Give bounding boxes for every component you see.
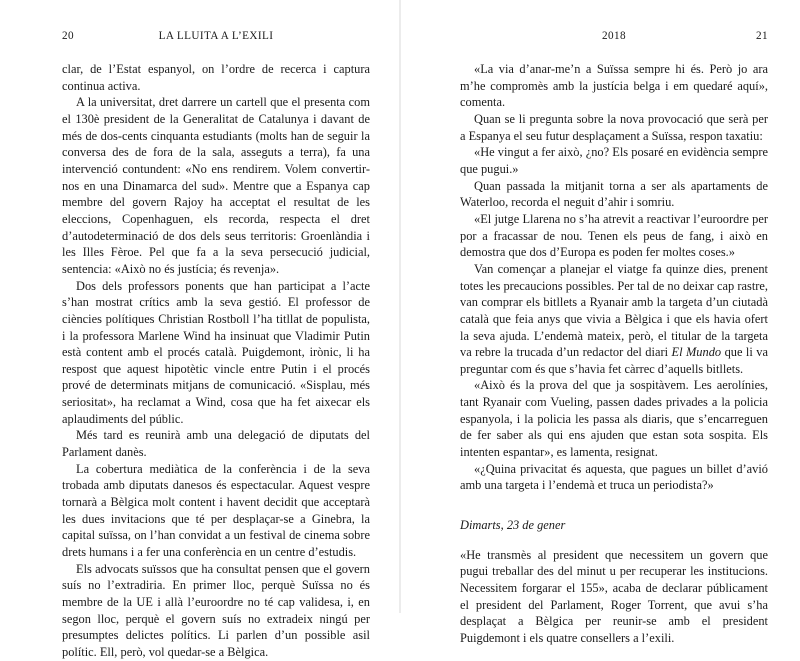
paragraph: La cobertura mediàtica de la conferència i de la seva trobada amb diputats danesos és espectacular. Aquest vespre tornarà a Bèlgica molt content i havent decidit que acceptarà les dues invitacions que té per desplaçar-se a Ginebra, la capital suïssa, on l’han convidat a un festival de cinema sobre drets humans i a fer una conferència en un centre d’estudis. xyxy=(62,461,370,560)
paragraph-with-italic xyxy=(460,261,768,378)
page-number-right: 21 xyxy=(756,30,768,42)
left-body-text xyxy=(62,61,370,661)
paragraph: Més tard es reunirà amb una delegació de diputats del Parlament danès. xyxy=(62,428,370,460)
dateline: Dimarts, 23 de gener xyxy=(460,518,566,533)
paragraph: clar, de l’Estat espanyol, on l’ordre de recerca i captura continua activa. xyxy=(62,62,370,93)
paragraph: A la universitat, dret darrere un cartell que el presenta com el 130è president de la Generalitat de Catalunya i davant de més de dos-cents cinquanta estudiants (molts han de seguir la conversa des de fora de la sala, asseguts a terra), fa una intervenció contundent: «No ens rendirem. Volem convertir-nos en una Dinamarca del sud». Mentre que a Espanya cap membre del govern Rajoy ha acceptat el resultat de les eleccions, Copenhaguen, els recorda, respecta el dret d’autodeterminació de dos dels seus territoris: Groenlàndia i les Illes Fèroe. Pel que fa a la seva persecució judicial, sentencia: «Això no és justícia; és revenja». xyxy=(62,95,370,276)
paragraph: Quan passada la mitjanit torna a ser als apartaments de Waterloo, recorda el neguit d’ahir i somriu. xyxy=(460,178,768,210)
paragraph: «He vingut a fer això, ¿no? Els posaré en evidència sempre que pugui.» xyxy=(460,145,768,176)
paragraph: Dos dels professors ponents que han participat a l’acte s’han mostrat crítics amb la seva gestió. El professor de ciències polítiques Christian Rostboll l’ha titllat de populista, i la professora Marlene Wind ha insinuat que Vladimir Putin està content amb el procés català. Puigdemont, irònic, li ha respost que aquest hipotètic vincle entre Putin i el procés prové de determinats mitjans de comunicació. «Sisplau, més seriositat», ha reclamat a Wind, cosa que ha fet aixecar els aplaudiments del públic. xyxy=(62,278,370,426)
running-head-right: 2018 xyxy=(602,30,626,42)
right-page xyxy=(400,0,800,645)
newspaper-title: El Mundo xyxy=(671,345,722,360)
paragraph: Quan se li pregunta sobre la nova provocació que serà per a Espanya el seu futur desplaçament a Suïssa, respon taxatiu: xyxy=(460,111,768,143)
paragraph-text-end: que li va preguntar com és que s’havia fet càrrec d’aquells bitllets. xyxy=(460,345,768,376)
book-gutter xyxy=(399,0,401,613)
right-running-header xyxy=(460,30,768,46)
right-body-text-after xyxy=(460,547,768,647)
right-body-text xyxy=(460,61,768,494)
page-number-left: 20 xyxy=(62,30,74,42)
paragraph: «El jutge Llarena no s’ha atrevit a reactivar l’euroordre per por a fracassar de nou. Tenen els peus de fang, i això en demostra que dos d’Europa es poden fer moltes coses.» xyxy=(460,211,768,260)
paragraph: «Això és la prova del que ja sospitàvem. Les aerolínies, tant Ryanair com Vueling, passen dades privades a la policia espanyola, i la policia les passa als diaris, que s’encarreguen de fer saber als qui ens ajuden que estan sota sospita. Els intenten espantar», es lamenta, resignat. xyxy=(460,378,768,460)
paragraph: Els advocats suïssos que ha consultat pensen que el govern suís no l’extradiria. En primer lloc, perquè Suïssa no és membre de la UE i allà l’euroordre no té cap validesa, i, en segon lloc, perquè el govern suís no extradeix ningú per presumptes delictes polítics. Li parlen d’un possible asil polític. Ell, però, vol quedar-se a Bèlgica. xyxy=(62,561,370,659)
paragraph-text-start: Van començar a planejar el viatge fa quinze dies, prenent totes les precaucions possibles. Per tal de no deixar cap rastre, van comprar els bitllets a Ryanair amb la targeta d’un ciutadà català que feia anys que vivia a Bèlgica i que els havia ofert la seva ajuda. L’endemà mateix, però, el titular de la targeta va rebre la trucada d’un redactor del diari xyxy=(460,261,768,360)
paragraph: «He transmès al president que necessitem un govern que pugui treballar des del minut u per recuperar les institucions. Necessitem forgarar el 155», acaba de declarar públicament el president del Parlament, Roger Torrent, que avui s’ha desplaçat a Bèlgica per reunir-se amb el president Puigdemont i els quatre consellers a l’exili. xyxy=(460,547,768,645)
left-page xyxy=(0,0,400,659)
paragraph: «La via d’anar-me’n a Suïssa sempre hi és. Però jo ara m’he compromès amb la justícia belga i em quedaré aquí», comenta. xyxy=(460,62,768,110)
left-running-header xyxy=(62,30,370,46)
running-head-left: LA LLUITA A L’EXILI xyxy=(158,30,274,42)
paragraph: «¿Quina privacitat és aquesta, que pagues un billet d’avió amb una targeta i l’endemà et truca un periodista?» xyxy=(460,461,768,493)
